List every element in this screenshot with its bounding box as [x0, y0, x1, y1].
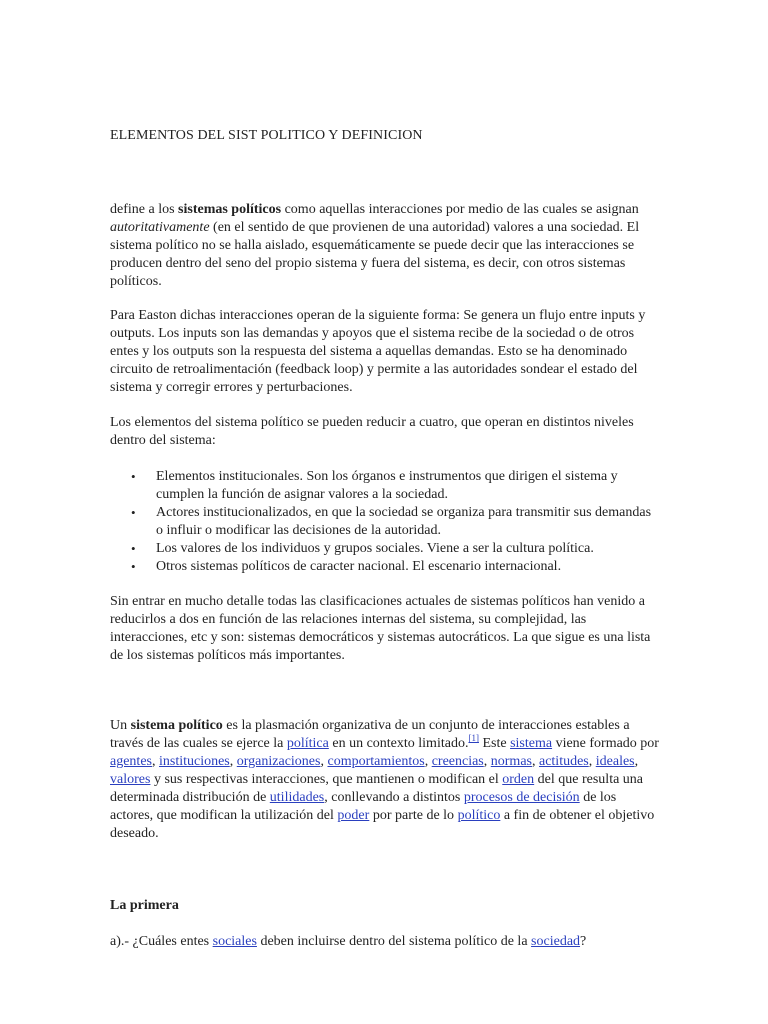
list-item-text: Elementos institucionales. Son los órganos e instrumentos que dirigen el sistema y cumplen la función de asignar valores a la sociedad.	[156, 469, 618, 502]
link-utilidades[interactable]: utilidades	[269, 790, 325, 805]
bullet-icon: •	[131, 505, 136, 520]
text: ,	[229, 754, 237, 769]
text: como aquellas interacciones por medio de las cuales se asignan	[281, 202, 639, 217]
text: , conllevando a distintos	[324, 790, 464, 805]
text: a fin de obtener el objetivo deseado.	[110, 808, 655, 841]
text: es la plasmación organizativa de un conjunto de interacciones estables a través de las cuales se ejerce la	[110, 718, 630, 751]
text: por parte de lo	[369, 808, 458, 823]
link-poder[interactable]: poder	[337, 808, 370, 823]
list-item-text: Actores institucionalizados, en que la sociedad se organiza para transmitir sus demandas o influir o modificar las decisiones de la autoridad.	[156, 505, 652, 538]
text: (en el sentido de que provienen de una autoridad) valores a una sociedad. El sistema político no se halla aislado, esquemáticamente se puede decir que las interacciones se producen dentro del seno del propio sistema y fuera del sistema, es decir, con otros sistemas políticos.	[110, 220, 640, 289]
paragraph-easton: Para Easton dichas interacciones operan de la siguiente forma: Se genera un flujo entre inputs y outputs. Los inputs son las demandas y apoyos que el sistema recibe de la sociedad o de otros entes y los outputs son la respuesta del sistema a aquellas demandas. Esto se ha denominado circuito de retroalimentación (feedback loop) y permite a las autoridades sondear el estado del sistema y corregir errores y perturbaciones.	[110, 308, 646, 395]
text: define a los	[110, 202, 179, 217]
text: en un contexto limitado.	[328, 736, 469, 751]
link-agentes[interactable]: agentes	[110, 754, 152, 769]
link-sociales[interactable]: sociales	[212, 934, 257, 949]
link-orden[interactable]: orden	[502, 772, 535, 787]
bold-term: sistema político	[130, 718, 223, 733]
bullet-icon: •	[131, 541, 136, 556]
link-politico[interactable]: político	[457, 808, 501, 823]
list-item	[110, 558, 660, 576]
link-sociedad[interactable]: sociedad	[531, 934, 581, 949]
text: de los actores, que modifican la utilización del	[110, 790, 617, 823]
footnote-link-1[interactable]: [1]	[468, 733, 479, 743]
italic-term: autoritativamente	[110, 220, 210, 235]
link-comportamientos[interactable]: comportamientos	[327, 754, 425, 769]
link-creencias[interactable]: creencias	[431, 754, 484, 769]
paragraph-definition	[110, 201, 660, 291]
text: ,	[483, 754, 491, 769]
bullet-icon: •	[131, 469, 136, 484]
link-organizaciones[interactable]: organizaciones	[236, 754, 321, 769]
section-heading: La primera	[110, 898, 179, 913]
link-actitudes[interactable]: actitudes	[538, 754, 589, 769]
text: a).- ¿Cuáles entes	[110, 934, 213, 949]
text: ?	[580, 934, 587, 949]
text: Este	[478, 736, 511, 751]
link-normas[interactable]: normas	[490, 754, 532, 769]
paragraph-sistema-politico	[110, 717, 660, 843]
list-item-text: Otros sistemas políticos de caracter nacional. El escenario internacional.	[156, 559, 562, 574]
text: ,	[531, 754, 539, 769]
paragraph-classifications: Sin entrar en mucho detalle todas las clasificaciones actuales de sistemas políticos han venido a reducirlos a dos en función de las relaciones internas del sistema, su complejidad, las interacciones, etc y son: sistemas democráticos y sistemas autocráticos. La que sigue es una lista de los sistemas políticos más importantes.	[110, 594, 651, 663]
question-a	[110, 933, 660, 951]
bullet-icon: •	[131, 559, 136, 574]
list-item	[110, 540, 660, 558]
text: ,	[320, 754, 328, 769]
link-politica[interactable]: política	[286, 736, 329, 751]
link-sistema[interactable]: sistema	[510, 736, 553, 751]
paragraph-elements-intro: Los elementos del sistema político se pueden reducir a cuatro, que operan en distintos niveles dentro del sistema:	[110, 415, 634, 448]
link-procesos-de-decision[interactable]: procesos de decisión	[463, 790, 580, 805]
list-item	[110, 468, 660, 504]
text: y sus respectivas interacciones, que mantienen o modifican el	[150, 772, 503, 787]
text: ,	[588, 754, 596, 769]
link-ideales[interactable]: ideales	[595, 754, 635, 769]
list-item	[110, 504, 660, 540]
text: ,	[424, 754, 432, 769]
bold-term: sistemas políticos	[178, 202, 282, 217]
link-instituciones[interactable]: instituciones	[158, 754, 230, 769]
text: deben incluirse dentro del sistema político de la	[256, 934, 532, 949]
text: viene formado por	[552, 736, 659, 751]
list-item-text: Los valores de los individuos y grupos sociales. Viene a ser la cultura política.	[156, 541, 594, 556]
text: ,	[151, 754, 159, 769]
text: del que resulta una determinada distribución de	[110, 772, 644, 805]
elements-list	[110, 468, 660, 576]
text: Un	[110, 718, 131, 733]
document-title: ELEMENTOS DEL SIST POLITICO Y DEFINICION	[110, 128, 423, 143]
text: ,	[634, 754, 639, 769]
link-valores[interactable]: valores	[110, 772, 151, 787]
